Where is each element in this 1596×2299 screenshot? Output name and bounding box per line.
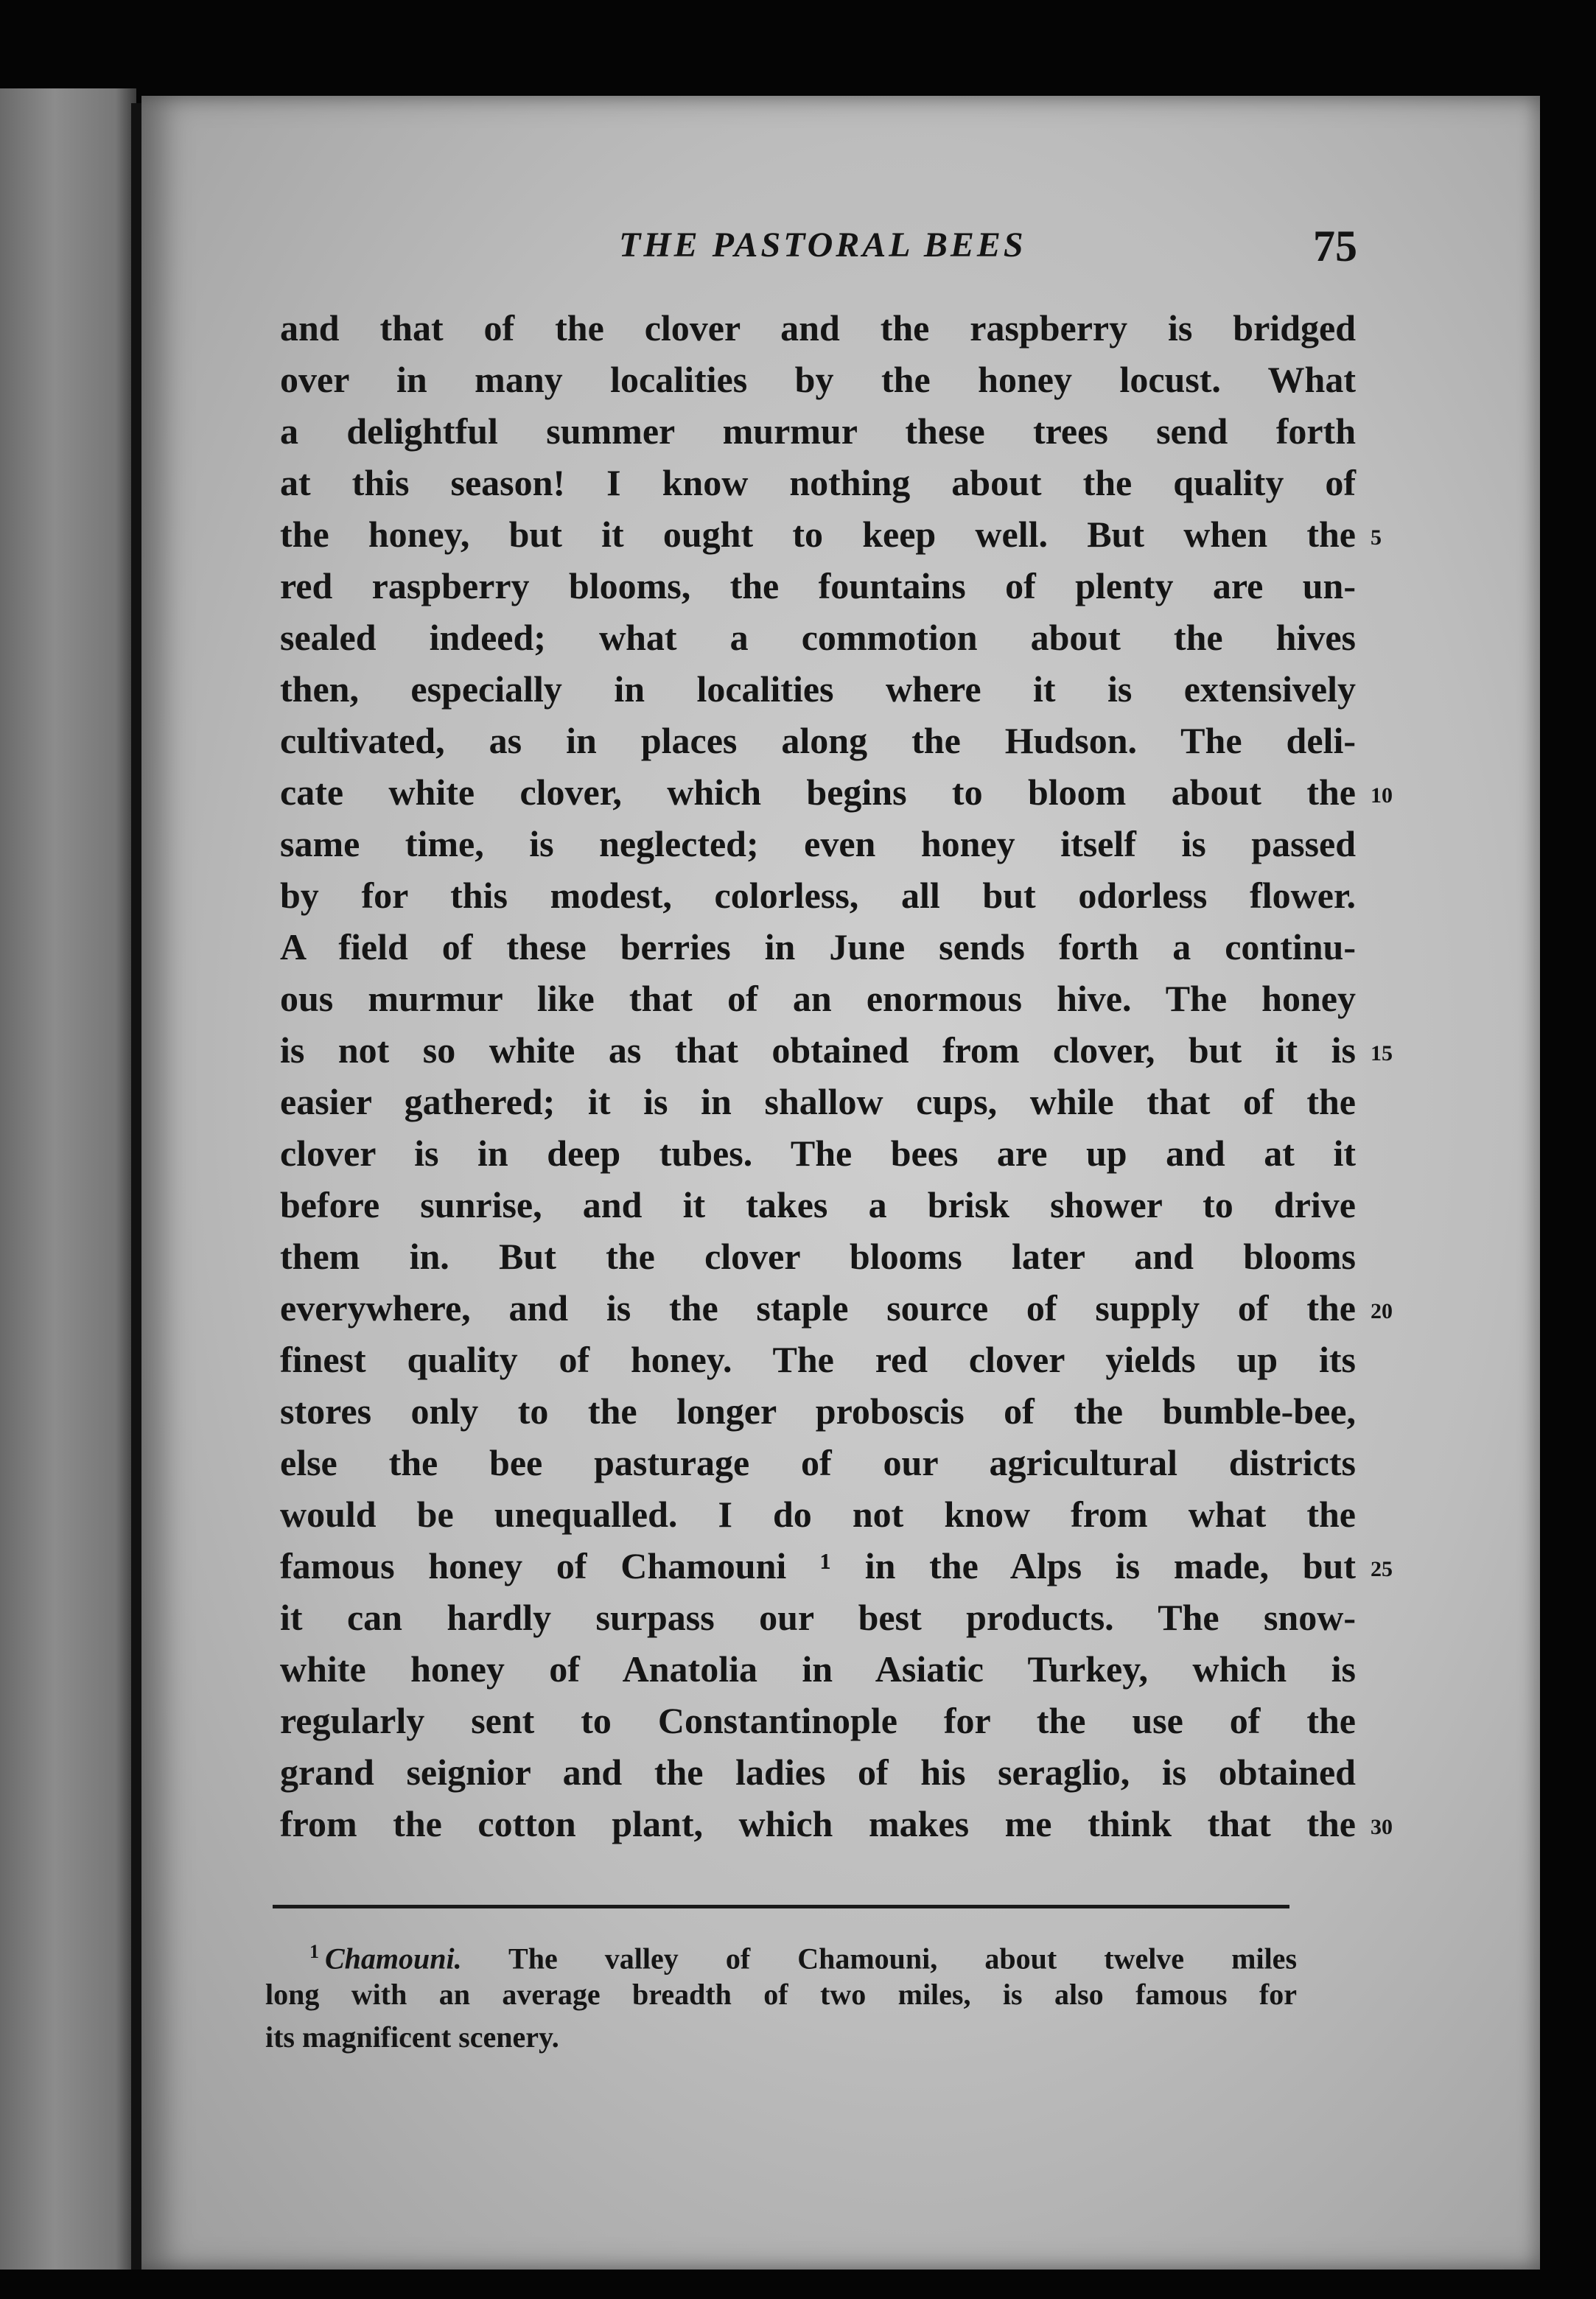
text-line-content: over in many localities by the honey locust. What [280, 359, 1356, 400]
line-number: 10 [1371, 783, 1393, 808]
footnote-line-1 [265, 1931, 1298, 1976]
text-line-content: a delightful summer murmur these trees send forth [280, 410, 1356, 452]
text-line [280, 1334, 1356, 1385]
text-line-content: before sunrise, and it takes a brisk shower to drive [280, 1184, 1356, 1225]
text-line-content: finest quality of honey. The red clover yields up its [280, 1339, 1356, 1380]
text-line [280, 1179, 1356, 1231]
text-line-content: them in. But the clover blooms later and blooms [280, 1236, 1356, 1277]
text-line [280, 1127, 1356, 1179]
text-line-content: cate white clover, which begins to bloom about the [280, 771, 1356, 813]
text-line [280, 1798, 1393, 1850]
text-line [280, 457, 1356, 508]
text-line [280, 1437, 1356, 1488]
text-line [280, 1643, 1356, 1695]
text-line-content: cultivated, as in places along the Hudson. The deli- [280, 720, 1356, 761]
footnote-line-3: its magnificent scenery. [265, 2020, 559, 2054]
running-head: THE PASTORAL BEES [619, 225, 1026, 265]
text-line-content: everywhere, and is the staple source of supply of the [280, 1287, 1356, 1329]
text-line-content: by for this modest, colorless, all but odorless flower. [280, 875, 1356, 916]
line-number: 25 [1371, 1557, 1393, 1581]
text-line [280, 1024, 1393, 1076]
text-line [280, 354, 1356, 405]
text-line [280, 612, 1356, 663]
footnote [265, 1931, 1297, 2059]
text-line [280, 1076, 1356, 1127]
text-line [280, 1592, 1356, 1643]
text-line-content: sealed indeed; what a commotion about the hives [280, 617, 1356, 658]
text-line [280, 302, 1356, 354]
text-line-content: red raspberry blooms, the fountains of plenty are un- [280, 565, 1356, 606]
footnote-rule [273, 1905, 1289, 1908]
text-line [280, 766, 1393, 818]
line-number: 30 [1371, 1815, 1393, 1839]
text-line-content: else the bee pasturage of our agricultural districts [280, 1442, 1356, 1483]
body-text [280, 302, 1393, 1850]
text-line-content: ous murmur like that of an enormous hive. The honey [280, 978, 1356, 1019]
text-line [280, 508, 1382, 560]
text-line-content: white honey of Anatolia in Asiatic Turkey, which is [280, 1648, 1356, 1690]
text-line [280, 405, 1356, 457]
text-line [280, 1746, 1356, 1798]
text-line-content: then, especially in localities where it is extensively [280, 668, 1356, 710]
text-line-content: clover is in deep tubes. The bees are up and at it [280, 1133, 1356, 1174]
line-number: 5 [1371, 525, 1382, 550]
footnote-line-1-text: The valley of Chamouni, about twelve miles [508, 1942, 1298, 1976]
text-line [280, 1282, 1393, 1334]
footnote-mark: 1 [309, 1941, 319, 1962]
text-line-content: easier gathered; it is in shallow cups, while that of the [280, 1081, 1356, 1122]
text-line-content: it can hardly surpass our best products. The snow- [280, 1597, 1356, 1638]
text-line [280, 818, 1356, 869]
text-line-content: famous honey of Chamouni ¹ in the Alps is made, but [280, 1545, 1356, 1586]
footnote-line-2: long with an average breadth of two miles, is also famous for [265, 1978, 1297, 2011]
text-line [280, 1385, 1356, 1437]
facing-page-edge [0, 88, 136, 2270]
text-line-content: grand seignior and the ladies of his seraglio, is obtained [280, 1752, 1356, 1793]
page-number: 75 [1313, 222, 1357, 270]
footnote-term: Chamouni. [325, 1942, 462, 1976]
text-line-content: A field of these berries in June sends forth a continu- [280, 926, 1356, 967]
text-line-content: would be unequalled. I do not know from what the [280, 1494, 1356, 1535]
book-gutter [131, 103, 141, 2270]
text-line [280, 1231, 1356, 1282]
text-line-content: regularly sent to Constantinople for the use of the [280, 1700, 1356, 1741]
text-line [280, 869, 1356, 921]
text-line-content: and that of the clover and the raspberry is bridged [280, 307, 1356, 349]
text-line-content: from the cotton plant, which makes me think that the [280, 1803, 1356, 1844]
text-line [280, 921, 1356, 973]
text-line-content: stores only to the longer proboscis of the bumble-bee, [280, 1390, 1356, 1432]
text-line [280, 715, 1356, 766]
text-line [280, 973, 1356, 1024]
text-line [280, 1540, 1393, 1592]
text-line-content: the honey, but it ought to keep well. But when the [280, 514, 1356, 555]
text-line-content: is not so white as that obtained from clover, but it is [280, 1029, 1356, 1071]
text-line [280, 1695, 1356, 1746]
text-line-content: same time, is neglected; even honey itself is passed [280, 823, 1356, 864]
line-number: 15 [1371, 1041, 1393, 1065]
line-number: 20 [1371, 1299, 1393, 1323]
text-line [280, 1488, 1356, 1540]
text-line [280, 560, 1356, 612]
text-line [280, 663, 1356, 715]
text-line-content: at this season! I know nothing about the quality of [280, 462, 1356, 503]
